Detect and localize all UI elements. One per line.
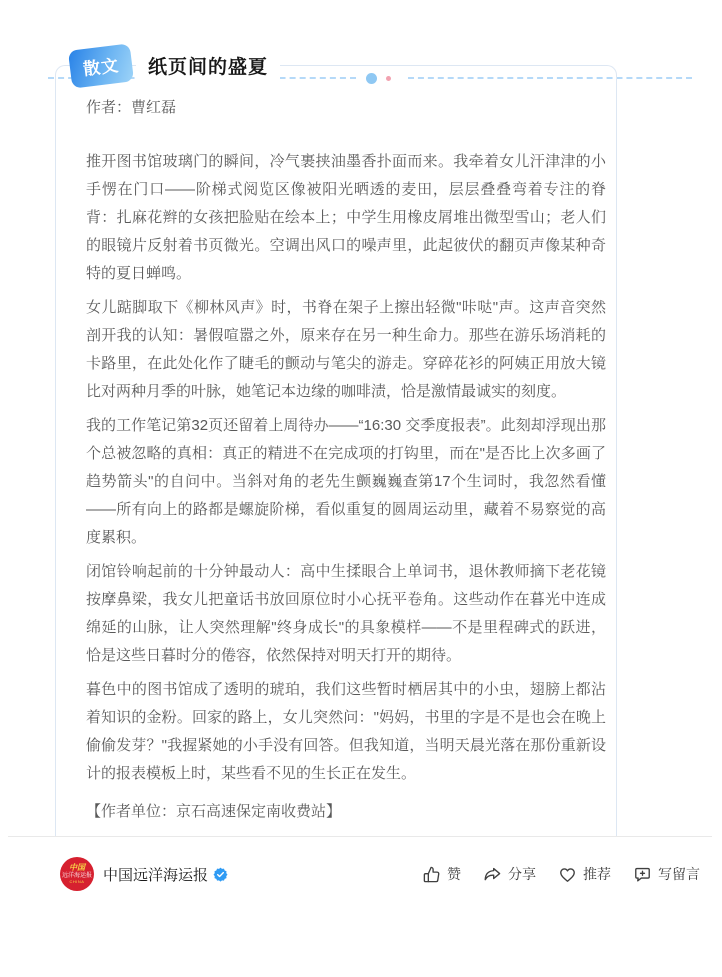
paragraph: 女儿踮脚取下《柳林风声》时，书脊在架子上擦出轻微"咔哒"声。这声音突然剖开我的认知：暑假喧嚣之外，原来存在另一种生命力。那些在游乐场消耗的卡路里，在此处化作了睫毛的颤动与笔尖的游走。穿碎花衫的阿姨正用放大镜比对两种月季的叶脉，她笔记本边缘的咖啡渍，恰是激情最诚实的刻度。: [86, 299, 606, 400]
author-affiliation-note: 【作者单位：京石高速保定南收费站】: [86, 803, 342, 820]
logo-text-cn: 中国: [69, 863, 85, 872]
article-body: [86, 148, 606, 788]
verified-badge-icon: [213, 867, 228, 882]
content-footer-divider: [8, 836, 712, 837]
like-button[interactable]: [422, 864, 461, 884]
article-card: [55, 55, 617, 836]
share-button[interactable]: [483, 864, 536, 884]
account-logo[interactable]: [60, 857, 94, 891]
action-buttons: [422, 864, 700, 884]
article-header: [70, 46, 280, 85]
share-label: 分享: [508, 866, 536, 882]
author-line: 作者：曹红磊: [86, 99, 177, 116]
paragraph: 我的工作笔记第32页还留着上周待办——“16:30 交季度报表”。此刻却浮现出那个总被忽略的真相：真正的精进不在完成项的打钩里，而在"是否比上次多画了趋势箭头"的自问中。当斜对角的老先生颤巍巍查第17个生词时，我忽然看懂——所有向上的路都是螺旋阶梯，看似重复的圆周运动里，藏着不易察觉的高度累积。: [86, 417, 606, 546]
heart-icon: [558, 865, 577, 884]
thumbs-up-icon: [422, 865, 441, 884]
like-label: 赞: [447, 866, 461, 882]
share-icon: [483, 865, 502, 884]
account-name[interactable]: 中国远洋海运报: [103, 866, 209, 884]
category-badge: 散文: [68, 43, 134, 88]
comment-label: 写留言: [658, 866, 700, 882]
page-title: 纸页间的盛夏: [136, 46, 280, 85]
recommend-button[interactable]: [558, 864, 611, 884]
logo-text-main: 远洋海运报: [61, 873, 92, 879]
comment-icon: [633, 865, 652, 884]
recommend-label: 推荐: [583, 866, 611, 882]
paragraph: 闭馆铃响起前的十分钟最动人：高中生揉眼合上单词书，退休教师摘下老花镜按摩鼻梁，我女儿把童话书放回原位时小心抚平卷角。这些动作在暮光中连成绵延的山脉，让人突然理解"终身成长"的具象模样——不是里程碑式的跃进，恰是这些日暮时分的倦容，依然保持对明天打开的期待。: [86, 563, 606, 664]
footer-bar: [60, 857, 700, 891]
paragraph: 推开图书馆玻璃门的瞬间，冷气裹挟油墨香扑面而来。我牵着女儿汗津津的小手愣在门口——阶梯式阅览区像被阳光晒透的麦田，层层叠叠弯着专注的脊背：扎麻花辫的女孩把脸贴在绘本上；中学生用橡皮屑堆出微型雪山；老人们的眼镜片反射着书页微光。空调出风口的噪声里，此起彼伏的翻页声像某种奇特的夏日蝉鸣。: [86, 153, 606, 282]
account-profile[interactable]: [60, 857, 228, 891]
paragraph: 暮色中的图书馆成了透明的琥珀，我们这些暂时栖居其中的小虫，翅膀上都沾着知识的金粉。回家的路上，女儿突然问："妈妈，书里的字是不是也会在晚上偷偷发芽？"我握紧她的小手没有回答。但我知道，当明天晨光落在那份重新设计的报表模板上时，某些看不见的生长正在发生。: [86, 681, 606, 782]
logo-text-en: CHINA: [69, 879, 85, 884]
comment-button[interactable]: [633, 864, 700, 884]
